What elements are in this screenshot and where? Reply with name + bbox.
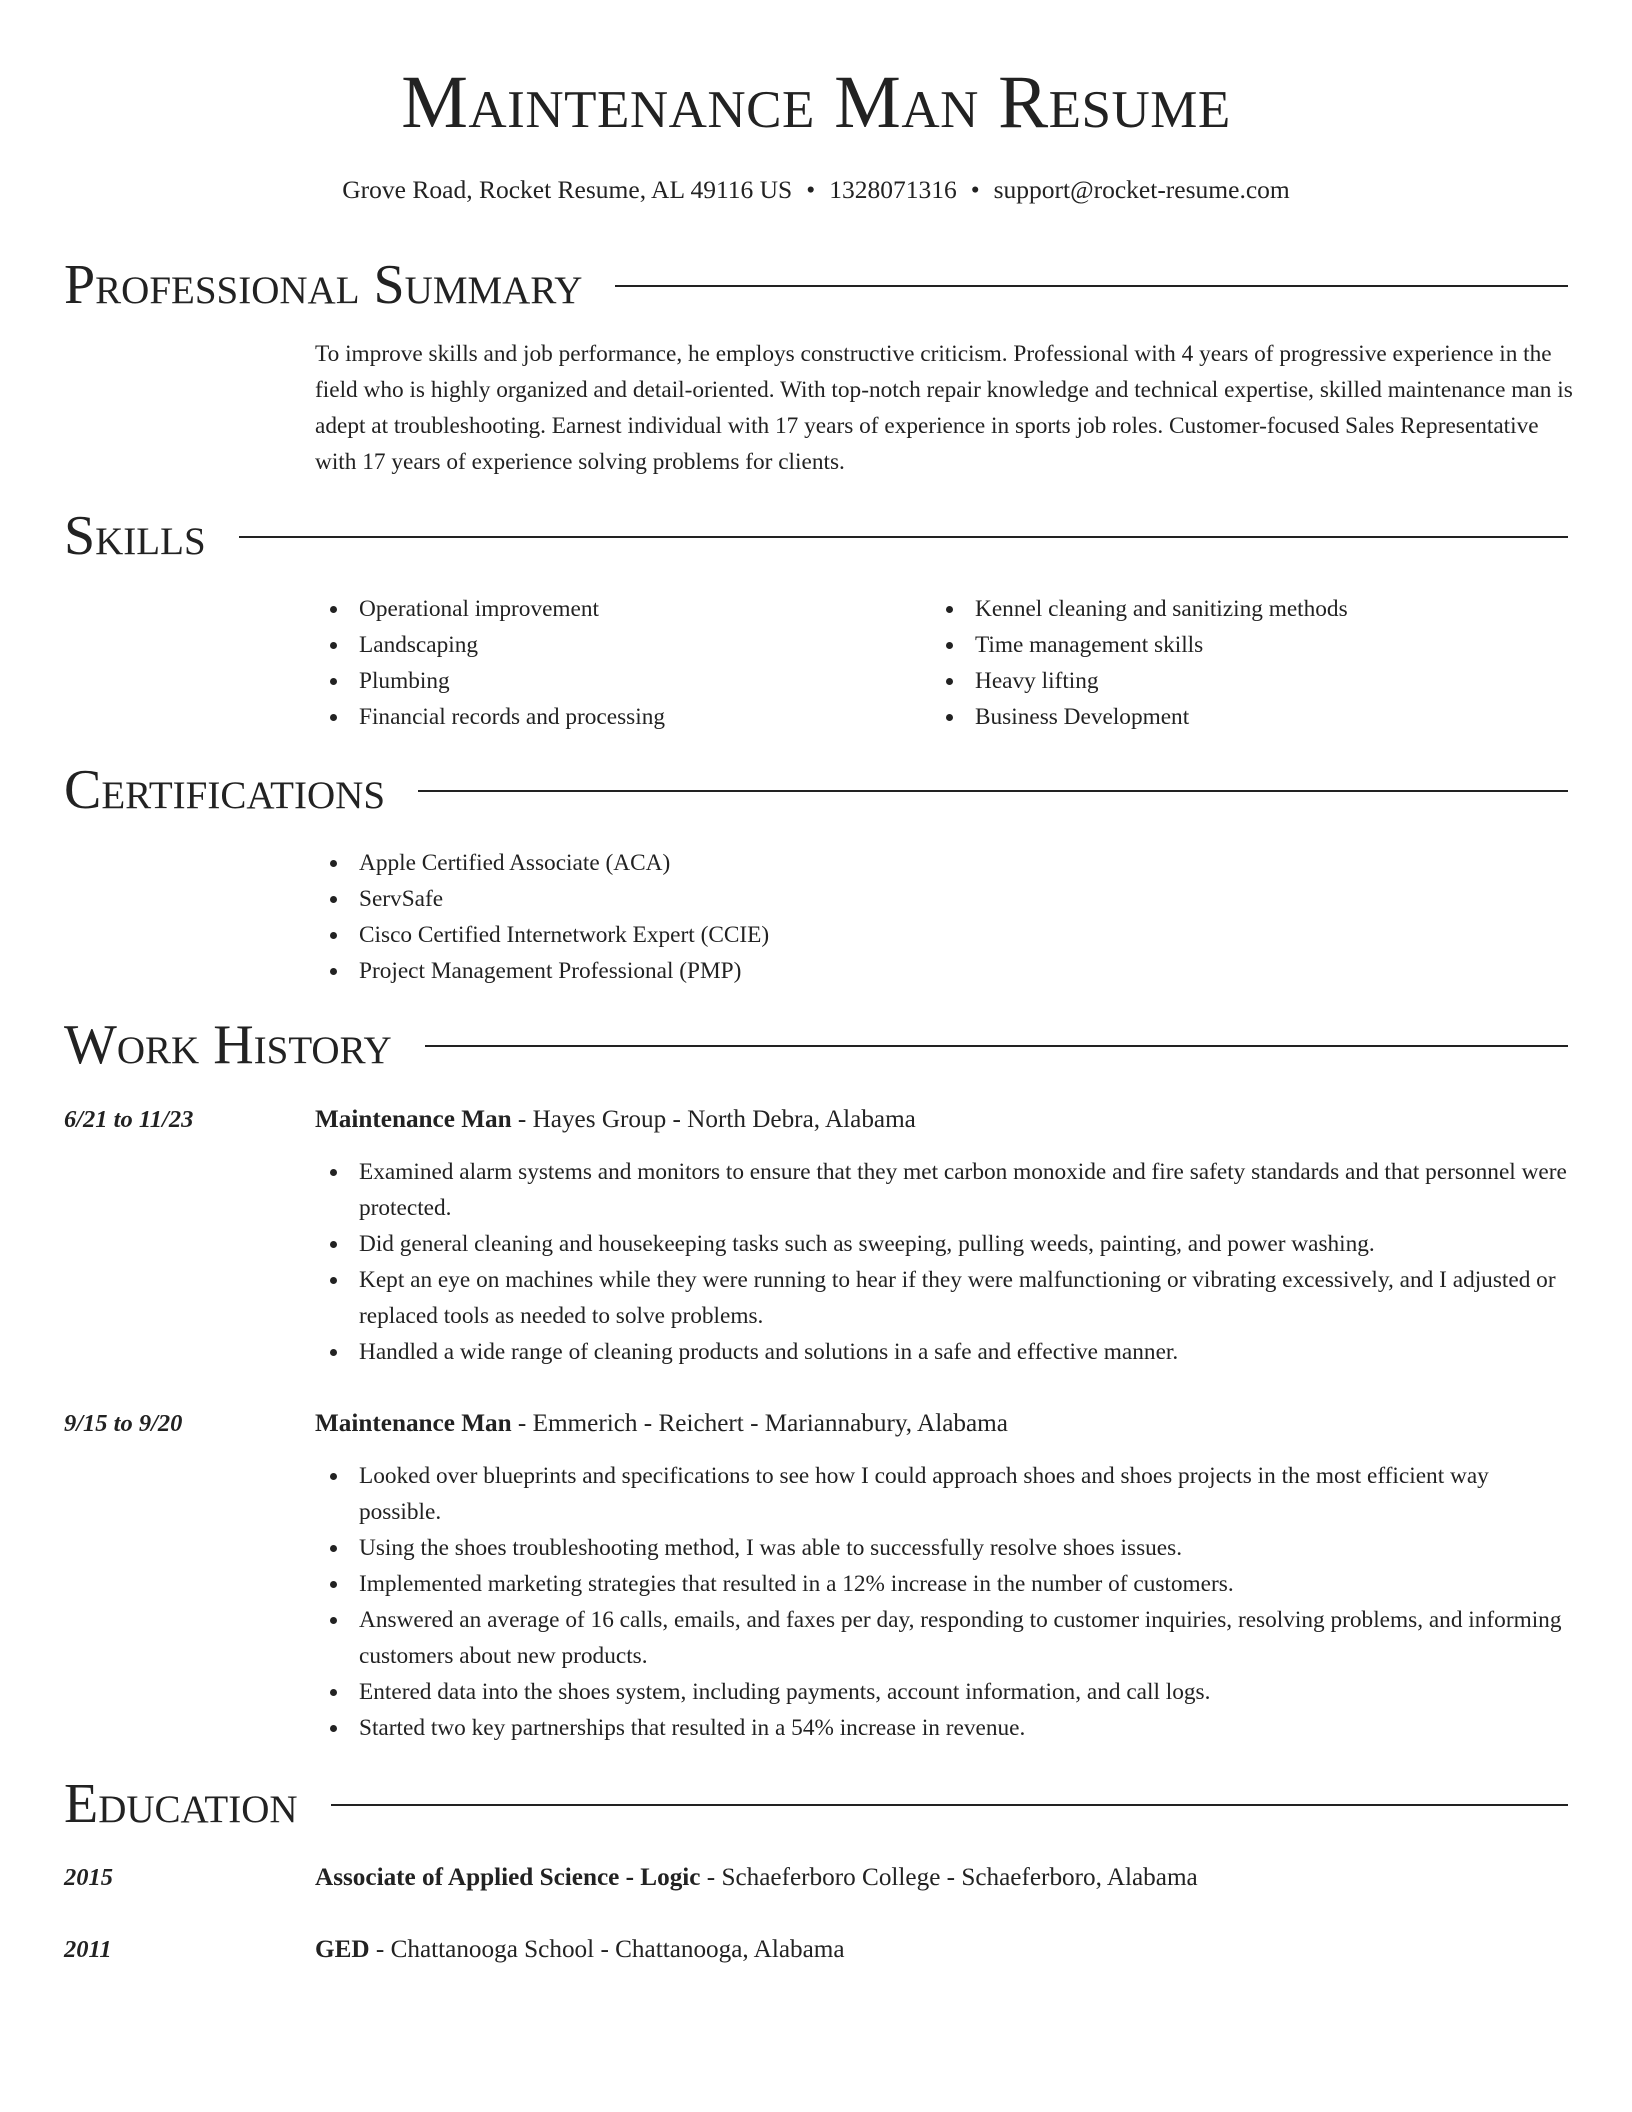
contact-address: Grove Road, Rocket Resume, AL 49116 US	[342, 175, 793, 204]
certification-item: Apple Certified Associate (ACA)	[315, 845, 1315, 881]
section-divider	[331, 1804, 1568, 1806]
job-bullet: Answered an average of 16 calls, emails, and faxes per day, responding to customer inquiries, resolving problems, and informing customers about new products.	[315, 1602, 1575, 1674]
contact-email: support@rocket-resume.com	[993, 175, 1290, 204]
resume-name: Maintenance Man Resume	[401, 61, 1231, 144]
education-year: 2011	[64, 1936, 112, 1963]
job-bullets	[315, 1458, 1575, 1746]
skill-item: Plumbing	[315, 663, 915, 699]
job-bullets	[315, 1154, 1575, 1370]
section-divider	[615, 285, 1568, 287]
job-dates: 6/21 to 11/23	[64, 1106, 194, 1133]
certifications-list	[315, 845, 1315, 989]
certification-item: Project Management Professional (PMP)	[315, 953, 1315, 989]
job-bullet: Handled a wide range of cleaning products and solutions in a safe and effective manner.	[315, 1334, 1575, 1370]
skill-item: Heavy lifting	[931, 663, 1571, 699]
skills-list-left	[315, 591, 915, 735]
section-divider	[239, 536, 1568, 538]
education-line	[315, 1860, 1575, 1896]
work-section-header	[64, 1013, 1568, 1077]
job-title: Maintenance Man	[315, 1410, 512, 1437]
contact-separator: •	[806, 175, 816, 204]
education-year: 2015	[64, 1864, 113, 1891]
contact-line	[0, 173, 1632, 207]
education-section-header	[64, 1772, 1568, 1836]
job-bullet: Examined alarm systems and monitors to ensure that they met carbon monoxide and fire safety standards and that personnel were protected.	[315, 1154, 1575, 1226]
education-degree: GED	[315, 1936, 370, 1963]
skill-item: Operational improvement	[315, 591, 915, 627]
skill-item: Business Development	[931, 699, 1571, 735]
job-bullet: Using the shoes troubleshooting method, I was able to successfully resolve shoes issues.	[315, 1530, 1575, 1566]
skill-item: Financial records and processing	[315, 699, 915, 735]
section-divider	[418, 790, 1568, 792]
summary-text: To improve skills and job performance, he employs constructive criticism. Professional with 4 years of progressive experience in the field who is highly organized and detail-oriented. With top-notch repair knowledge and technical expertise, skilled maintenance man is adept at troubleshooting. Earnest individual with 17 years of experience in sports job roles. Customer-focused Sales Representative with 17 years of experience solving problems for clients.	[315, 341, 1573, 475]
contact-phone: 1328071316	[829, 175, 957, 204]
section-divider	[425, 1045, 1568, 1047]
certifications-section-header	[64, 758, 1568, 822]
section-title-work: Work History	[64, 1014, 392, 1076]
job-bullet: Entered data into the shoes system, including payments, account information, and call logs.	[315, 1674, 1575, 1710]
skills-list-right	[931, 591, 1571, 735]
section-title-certifications: Certifications	[64, 759, 386, 821]
job-title: Maintenance Man	[315, 1106, 512, 1133]
section-title-summary: Professional Summary	[64, 254, 583, 316]
skill-item: Landscaping	[315, 627, 915, 663]
education-line	[315, 1932, 1575, 1968]
skills-section-header	[64, 504, 1568, 568]
skill-item: Time management skills	[931, 627, 1571, 663]
job-bullet: Implemented marketing strategies that resulted in a 12% increase in the number of customers.	[315, 1566, 1575, 1602]
job-bullet: Did general cleaning and housekeeping tasks such as sweeping, pulling weeds, painting, and power washing.	[315, 1226, 1575, 1262]
job-bullet: Started two key partnerships that resulted in a 54% increase in revenue.	[315, 1710, 1575, 1746]
job-employer: - Emmerich - Reichert - Mariannabury, Alabama	[511, 1410, 1008, 1437]
job-bullet: Kept an eye on machines while they were running to hear if they were malfunctioning or vibrating excessively, and I adjusted or replaced tools as needed to solve problems.	[315, 1262, 1575, 1334]
section-title-education: Education	[64, 1773, 298, 1835]
skill-item: Kennel cleaning and sanitizing methods	[931, 591, 1571, 627]
certification-item: Cisco Certified Internetwork Expert (CCIE)	[315, 917, 1315, 953]
education-degree: Associate of Applied Science - Logic	[315, 1864, 701, 1891]
job-employer: - Hayes Group - North Debra, Alabama	[511, 1106, 916, 1133]
job-bullet: Looked over blueprints and specifications to see how I could approach shoes and shoes projects in the most efficient way possible.	[315, 1458, 1575, 1530]
job-dates: 9/15 to 9/20	[64, 1410, 183, 1437]
job-title-line	[315, 1406, 1575, 1442]
job-title-line	[315, 1102, 1575, 1138]
summary-section-header	[64, 253, 1568, 317]
section-title-skills: Skills	[64, 505, 206, 567]
education-school: - Schaeferboro College - Schaeferboro, Alabama	[700, 1864, 1198, 1891]
certification-item: ServSafe	[315, 881, 1315, 917]
education-school: - Chattanooga School - Chattanooga, Alabama	[369, 1936, 845, 1963]
contact-separator: •	[970, 175, 980, 204]
